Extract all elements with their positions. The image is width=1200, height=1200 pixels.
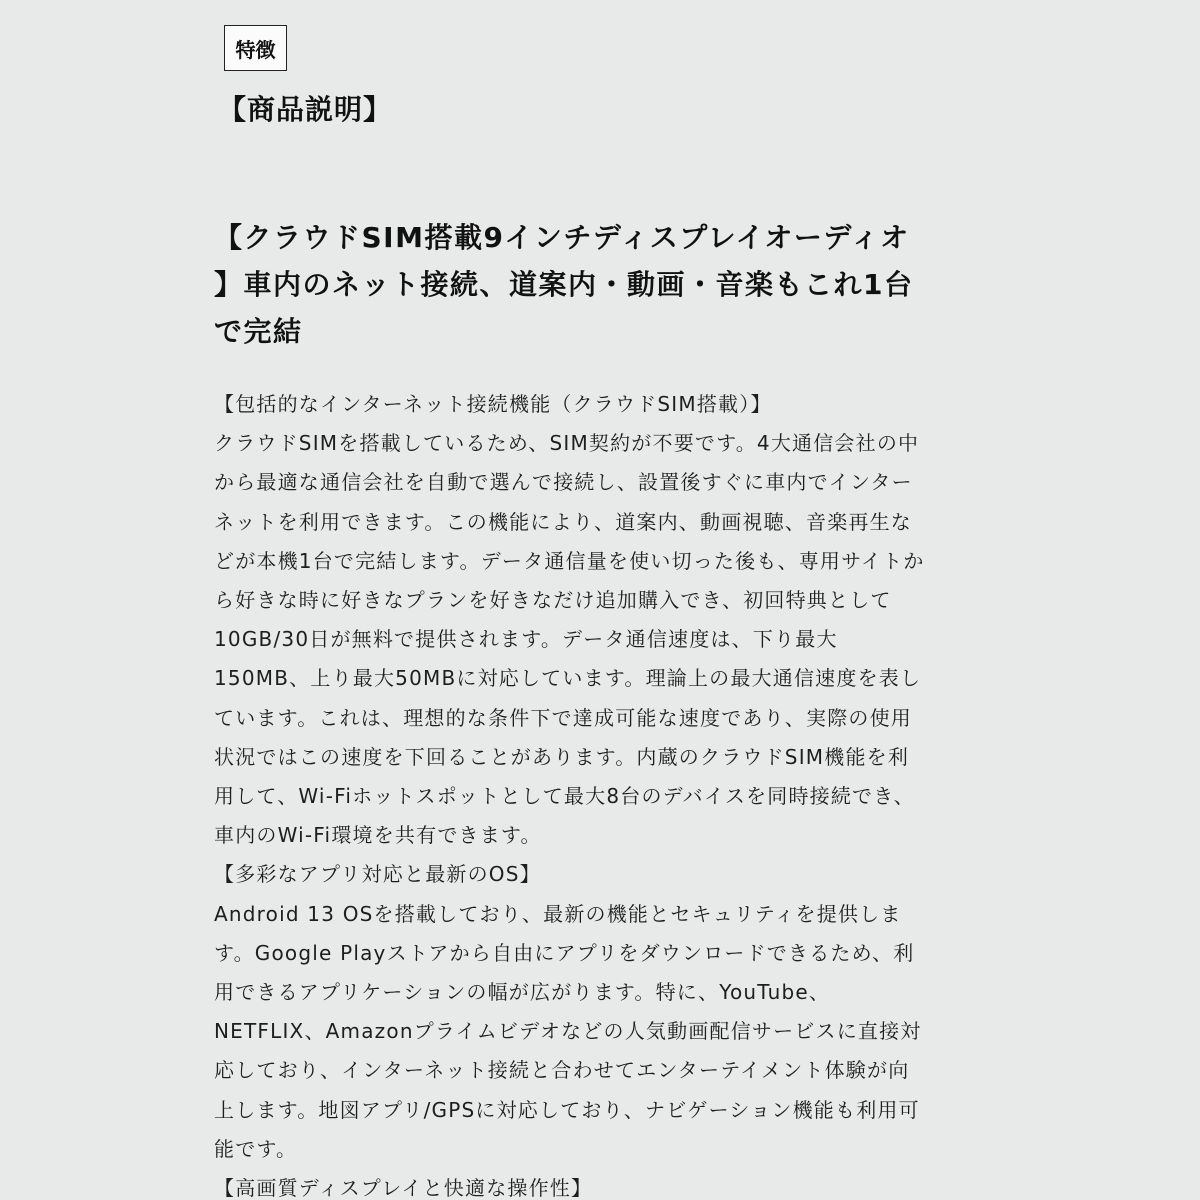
feature-tag [224, 25, 287, 71]
feature-tag-label: 特徴 [235, 37, 276, 62]
section-heading-connectivity: 【包括的なインターネット接続機能（クラウドSIM搭載）】 [214, 392, 772, 416]
section-heading-display: 【高画質ディスプレイと快適な操作性】 [214, 1176, 593, 1200]
product-headline: 【クラウドSIM搭載9インチディスプレイオーディオ 】車内のネット接続、道案内・動画・音楽もこれ1台で完結 [214, 221, 914, 348]
section-body-connectivity: クラウドSIMを搭載しているため、SIM契約が不要です。4大通信会社の中から最適な通信会社を自動で選んで接続し、設置後すぐに車内でインターネットを利用できます。この機能により、道案内、動画視聴、音楽再生などが本機1台で完結します。データ通信量を使い切った後も、専用サイトから好きな時に好きなプランを好きなだけ追加購入でき、初回特典として10GB/30日が無料で提供されます。データ通信速度は、下り最大150MB、上り最大50MBに対応しています。理論上の最大通信速度を表しています。これは、理想的な条件下で達成可能な速度であり、実際の使用状況ではこの速度を下回ることがあります。内蔵のクラウドSIM機能を利用して、Wi-Fiホットスポットとして最大8台のデバイスを同時接続でき、車内のWi-Fi環境を共有できます。 [214, 431, 925, 848]
section-body-apps: Android 13 OSを搭載しており、最新の機能とセキュリティを提供します。Google Playストアから自由にアプリをダウンロードできるため、利用できるアプリケーションの幅が広がります。特に、YouTube、NETFLIX、Amazonプライムビデオなどの人気動画配信サービスに直接対応しており、インターネット接続と合わせてエンターテイメント体験が向上します。地図アプリ/GPSに対応しており、ナビゲーション機能も利用可能です。 [214, 901, 922, 1161]
description-content [214, 385, 926, 1200]
section-heading-apps: 【多彩なアプリ対応と最新のOS】 [214, 862, 541, 887]
section-label: 【商品説明】 [218, 93, 393, 126]
